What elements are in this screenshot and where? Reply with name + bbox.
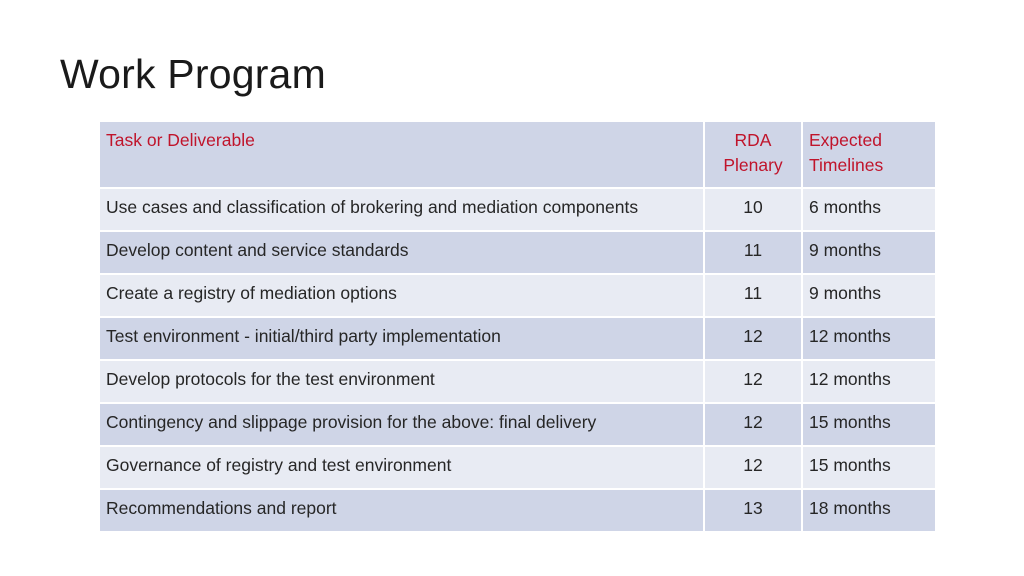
table-row <box>100 274 935 317</box>
header-plenary: RDA Plenary <box>704 122 802 188</box>
timeline-cell: 15 months <box>802 403 935 446</box>
table-header-row <box>100 122 935 188</box>
task-cell: Contingency and slippage provision for the above: final delivery <box>100 403 704 446</box>
plenary-cell: 11 <box>704 274 802 317</box>
table-row <box>100 188 935 231</box>
task-cell: Develop content and service standards <box>100 231 704 274</box>
table-row <box>100 489 935 532</box>
plenary-cell: 11 <box>704 231 802 274</box>
timeline-cell: 12 months <box>802 360 935 403</box>
table-row <box>100 231 935 274</box>
plenary-cell: 12 <box>704 317 802 360</box>
table-row <box>100 360 935 403</box>
plenary-cell: 12 <box>704 446 802 489</box>
task-cell: Governance of registry and test environment <box>100 446 704 489</box>
plenary-cell: 12 <box>704 360 802 403</box>
timeline-cell: 12 months <box>802 317 935 360</box>
table-row <box>100 446 935 489</box>
slide-title: Work Program <box>60 51 326 97</box>
timeline-cell: 9 months <box>802 231 935 274</box>
task-cell: Create a registry of mediation options <box>100 274 704 317</box>
task-cell: Use cases and classification of brokering and mediation components <box>100 188 704 231</box>
task-cell: Test environment - initial/third party implementation <box>100 317 704 360</box>
header-task: Task or Deliverable <box>100 122 704 188</box>
timeline-cell: 18 months <box>802 489 935 532</box>
timeline-cell: 6 months <box>802 188 935 231</box>
table-row <box>100 403 935 446</box>
plenary-cell: 12 <box>704 403 802 446</box>
table-row <box>100 317 935 360</box>
header-timelines: Expected Timelines <box>802 122 935 188</box>
work-program-table <box>100 122 935 533</box>
timeline-cell: 15 months <box>802 446 935 489</box>
plenary-cell: 10 <box>704 188 802 231</box>
task-cell: Develop protocols for the test environment <box>100 360 704 403</box>
plenary-cell: 13 <box>704 489 802 532</box>
timeline-cell: 9 months <box>802 274 935 317</box>
task-cell: Recommendations and report <box>100 489 704 532</box>
